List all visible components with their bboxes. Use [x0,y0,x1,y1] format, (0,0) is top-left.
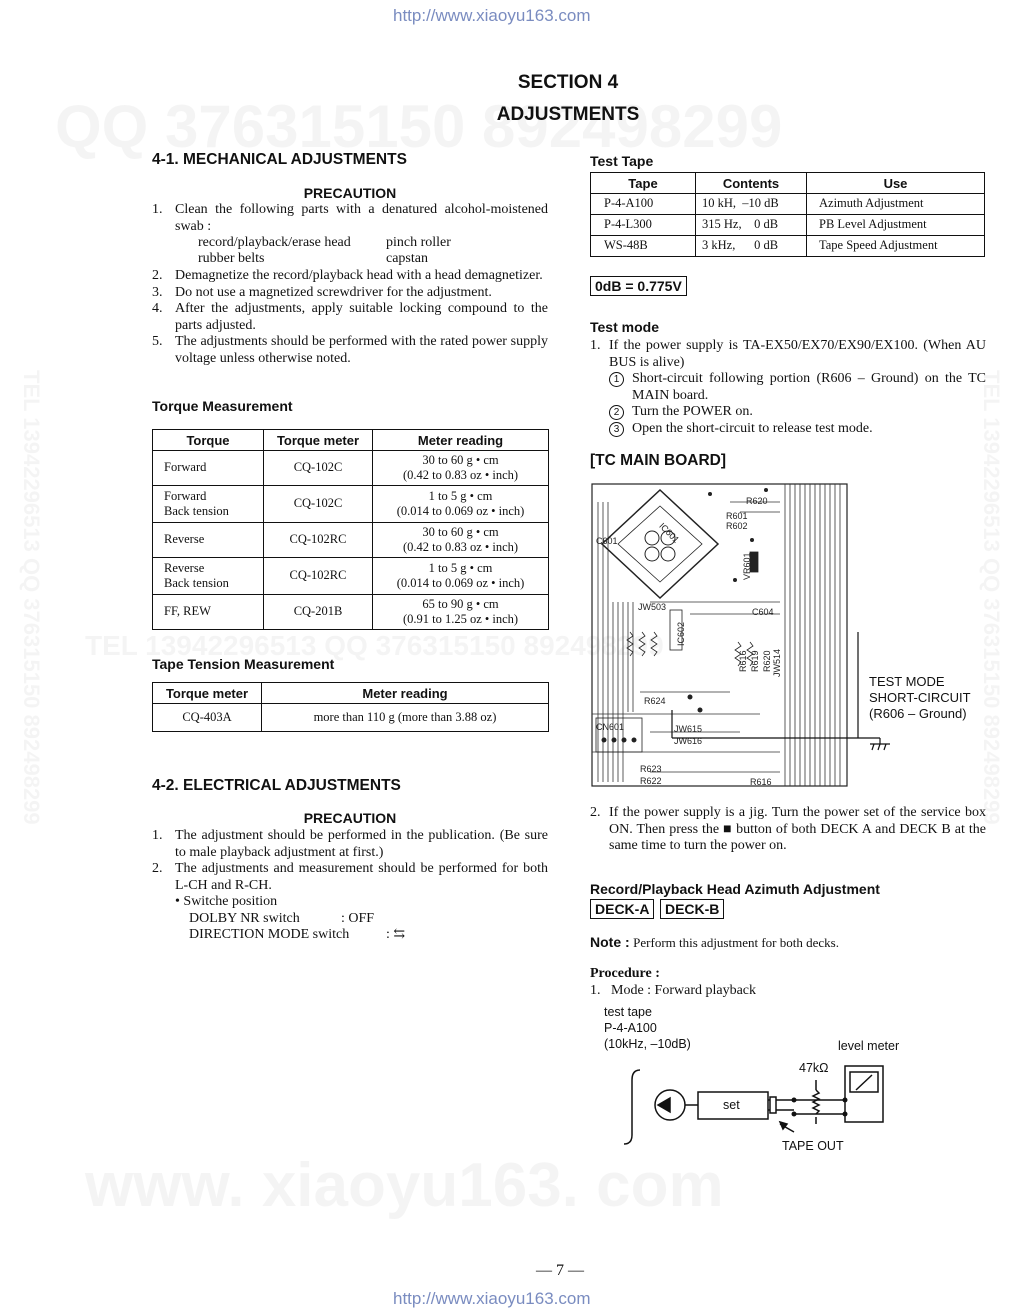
watermark-bottom [85,1150,724,1221]
label-r602: R602 [726,521,748,531]
label-jw503: JW503 [638,602,667,612]
switch-list: DOLBY NR switch : OFF DIRECTION MODE switch : ⇆ [189,910,406,942]
test-tape-heading: Test Tape [590,153,654,169]
table-header: Torque Torque meter Meter reading [153,430,549,451]
label-r616: R616 [738,650,748,672]
footer-url[interactable]: http://www.xiaoyu163.com [393,1289,591,1308]
electrical-heading: 4-2. ELECTRICAL ADJUSTMENTS [152,777,401,794]
deck-a-badge: DECK-A [590,899,654,919]
azimuth-heading: Record/Playback Head Azimuth Adjustment [590,881,880,897]
electrical-precaution-title: PRECAUTION [303,810,397,826]
table-row: Forward Back tension CQ-102C 1 to 5 g • cm (0.014 to 0.069 oz • inch) [153,486,549,523]
test-tape-label: test tape P-4-A100 (10kHz, –10dB) [604,1005,691,1051]
label-r623: R623 [640,764,662,774]
label-c604: C604 [752,607,774,617]
label-cn601: CN601 [596,722,625,732]
label-r620: R620 [746,496,768,506]
procedure-label: Procedure : [590,966,660,981]
test-mode-item-2 [590,805,986,855]
set-label: set [723,1098,740,1112]
torque-heading: Torque Measurement [152,398,293,414]
section-number: SECTION 4 [517,72,619,93]
label-r622: R622 [640,776,662,786]
switch-title: • Switche position [175,894,278,909]
label-r601: R601 [726,511,748,521]
list-item: 5. The adjustments should be performed with the rated power supply voltage unless otherwise noted. [152,334,548,366]
label-r619: R619 [750,650,760,672]
mechanical-list [152,202,548,367]
list-item: 2. Demagnetize the record/playback head with a head demagnetizer. [152,268,543,283]
table-row: FF, REW CQ-201B 65 to 90 g • cm (0.91 to 1.25 oz • inch) [153,595,549,630]
note-text: Perform this adjustment for both decks. [633,935,839,950]
list-item: 1 Short-circuit following portion (R606 – Ground) on the TC MAIN board. [609,371,986,404]
board-heading: [TC MAIN BOARD] [590,452,727,469]
table-row: P-4-L300 315 Hz, 0 dB PB Level Adjustment [591,215,985,236]
mechanical-heading: 4-1. MECHANICAL ADJUSTMENTS [152,151,407,168]
table-row: CQ-403A more than 110 g (more than 3.88 oz) [153,704,549,732]
label-r616b: R616 [750,777,772,787]
label-ic602: IC602 [676,621,686,646]
deck-badges [590,899,724,919]
short-circuit-callout: TEST MODE SHORT-CIRCUIT (R606 – Ground) [869,674,971,721]
table-row: P-4-A100 10 kH, –10 dB Azimuth Adjustment [591,194,985,215]
list-item: 1. The adjustment should be performed in the publication. (Be sure to male playback adjustment at first.) [152,828,548,860]
procedure-step: 1. Mode : Forward playback [590,983,757,998]
azimuth-connection-diagram [620,1060,890,1155]
odb-reference: 0dB = 0.775V [590,276,687,296]
pcb-layout [590,482,990,792]
electrical-list [152,828,548,944]
test-tape-table [590,172,985,257]
table-row: WS-48B 3 kHz, 0 dB Tape Speed Adjustment [591,236,985,257]
level-meter-label: level meter [838,1039,900,1053]
tension-table [152,682,549,732]
resistor-label: 47kΩ [799,1061,829,1075]
label-r620b: R620 [762,650,772,672]
test-mode-steps [590,371,986,437]
parts-list: record/playback/erase head pinch roller rubber belts capstan [198,235,451,266]
azimuth-note [590,934,839,953]
list-item: 1. Clean the following parts with a denatured alcohol-moistened swab : [152,202,548,234]
deck-b-badge: DECK-B [660,899,724,919]
list-item: 2 Turn the POWER on. [609,404,986,421]
table-row: Reverse CQ-102RC 30 to 60 g • cm (0.42 to 0.83 oz • inch) [153,523,549,558]
list-item: 1. If the power supply is TA-EX50/EX70/EX90/EX100. (When AU BUS is alive) [590,338,986,370]
section-title: ADJUSTMENTS [496,104,640,125]
label-jw616: JW616 [674,736,703,746]
watermark-left [18,370,44,825]
table-row: Forward CQ-102C 30 to 60 g • cm (0.42 to 0.83 oz • inch) [153,451,549,486]
header-url[interactable]: http://www.xiaoyu163.com [393,6,591,25]
label-vr601: VR601 [742,552,752,580]
test-mode-heading: Test mode [590,319,659,335]
label-c601: C601 [596,536,618,546]
tc-main-board-diagram [590,482,990,792]
list-item: 2. If the power supply is a jig. Turn the power set of the service box ON. Then press the ■ button of both DECK A and DECK B at the same time to turn the power on. [590,805,986,853]
label-r624: R624 [644,696,666,706]
mechanical-precaution-title: PRECAUTION [303,185,397,201]
list-item: 2. The adjustments and measurement should be performed for both L-CH and R-CH. [152,861,548,893]
label-jw514: JW514 [772,648,782,677]
table-row: Reverse Back tension CQ-102RC 1 to 5 g • cm (0.014 to 0.069 oz • inch) [153,558,549,595]
table-header: Tape Contents Use [591,173,985,194]
label-jw615: JW615 [674,724,703,734]
tension-heading: Tape Tension Measurement [152,656,335,672]
note-label: Note : [590,934,630,950]
list-item: 4. After the adjustments, apply suitable locking compound to the parts adjusted. [152,301,548,333]
torque-table [152,429,549,630]
table-header: Torque meter Meter reading [153,683,549,704]
list-item: 3. Do not use a magnetized screwdriver for the adjustment. [152,284,492,300]
tape-out-label: TAPE OUT [782,1139,844,1153]
test-mode-list [590,338,986,437]
list-item: 3 Open the short-circuit to release test mode. [609,421,986,438]
label-ic601: IC601 [657,520,682,545]
page-number: — 7 — [536,1262,584,1279]
